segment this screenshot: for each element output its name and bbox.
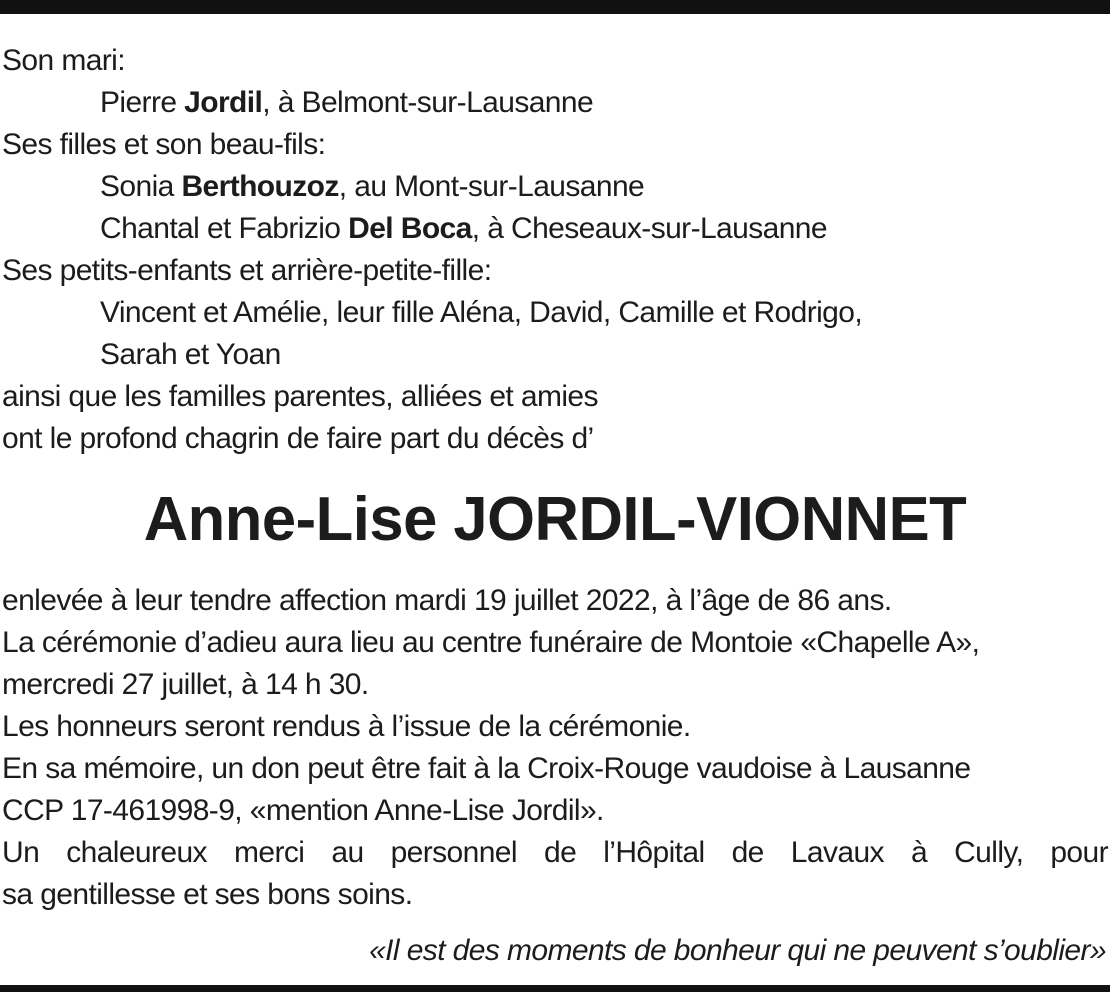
details-line-1: enlevée à leur tendre affection mardi 19 juillet 2022, à l’âge de 86 ans. — [2, 584, 892, 617]
relatives-line: ainsi que les familles parentes, alliées et amies — [2, 380, 598, 413]
details-line-4: Les honneurs seront rendus à l’issue de la cérémonie. — [2, 710, 691, 743]
details-line-2: La cérémonie d’adieu aura lieu au centre funéraire de Montoie «Chapelle A», — [2, 626, 980, 659]
husband-entry — [100, 82, 593, 124]
bottom-rule — [0, 985, 1110, 992]
daughter-entry-1 — [100, 166, 644, 208]
grandchildren-line-2: Sarah et Yoan — [100, 338, 281, 371]
daughter1-last: Berthouzoz — [181, 170, 339, 203]
top-rule — [0, 0, 1110, 14]
husband-first: Pierre — [100, 86, 185, 119]
daughter1-first: Sonia — [100, 170, 182, 203]
grandchildren-line-1: Vincent et Amélie, leur fille Aléna, David, Camille et Rodrigo, — [100, 296, 863, 329]
daughter-entry-2 — [100, 208, 827, 250]
details-line-8: sa gentillesse et ses bons soins. — [2, 878, 413, 911]
grandchildren-label: Ses petits-enfants et arrière-petite-fille: — [2, 254, 492, 287]
deceased-name: Anne-Lise JORDIL-VIONNET — [143, 485, 967, 554]
daughter1-place: , au Mont-sur-Lausanne — [338, 170, 645, 203]
husband-place: , à Belmont-sur-Lausanne — [262, 86, 594, 119]
details-line-5: En sa mémoire, un don peut être fait à la Croix-Rouge vaudoise à Lausanne — [2, 752, 971, 785]
daughter2-last: Del Boca — [348, 212, 472, 245]
details-line-7: Un chaleureux merci au personnel de l’Hôpital de Lavaux à Cully, pour — [2, 836, 1108, 869]
announcement-line: ont le profond chagrin de faire part du décès d’ — [2, 422, 594, 455]
daughters-label: Ses filles et son beau-fils: — [2, 128, 326, 161]
details-line-3: mercredi 27 juillet, à 14 h 30. — [2, 668, 369, 701]
husband-last: Jordil — [184, 86, 263, 119]
details-line-6: CCP 17-461998-9, «mention Anne-Lise Jordil». — [2, 794, 604, 827]
husband-label: Son mari: — [2, 44, 125, 77]
daughter2-first: Chantal et Fabrizio — [100, 212, 349, 245]
daughter2-place: , à Cheseaux-sur-Lausanne — [471, 212, 827, 245]
closing-quote: «Il est des moments de bonheur qui ne peuvent s’oublier» — [369, 934, 1106, 967]
